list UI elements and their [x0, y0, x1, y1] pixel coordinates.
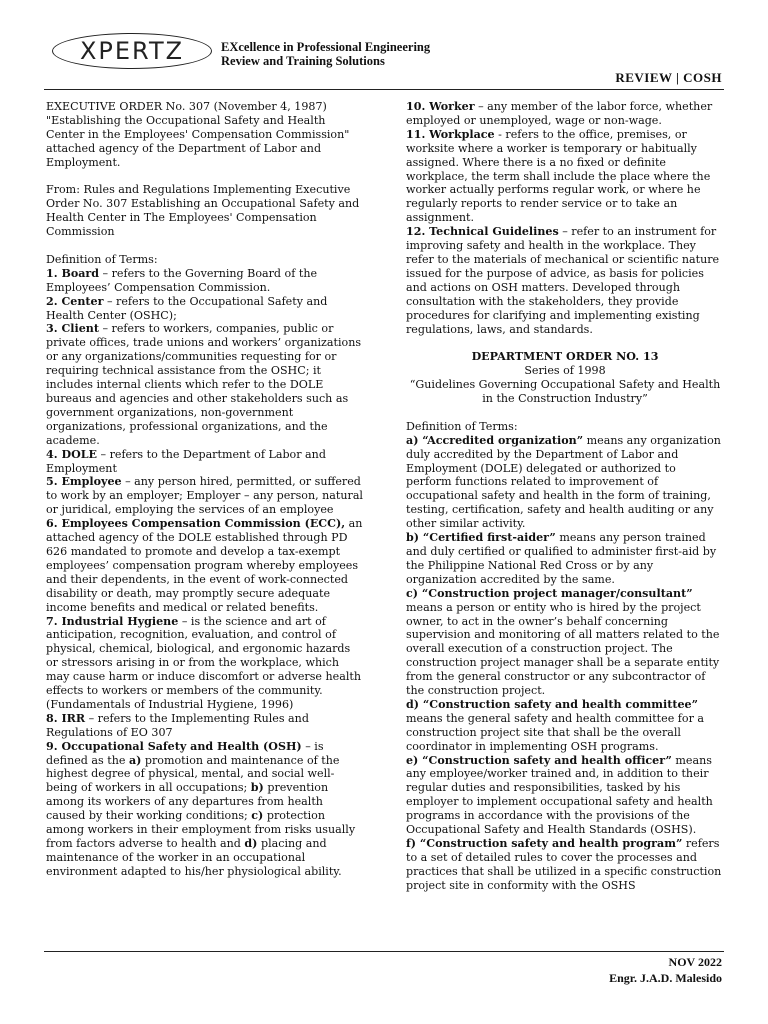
term-dole: 4. DOLE – refers to the Department of Labor and Employment: [46, 447, 326, 475]
term-workplace: 11. Workplace - refers to the office, premises, or worksite where a worker is temporary or habitually assigned. Where there is a no fixed or definite workplace, the term shall include the place where the worker actually performs regular work, or where he regularly reports to render service or to take an assignment.: [406, 127, 711, 225]
section-label: REVIEW | COSH: [615, 70, 722, 85]
page-header: [0, 0, 768, 95]
term-client: 3. Client – refers to workers, companies, public or private offices, trade unions and workers’ organizations or any organizations/communities requesting for or requiring technical assistance from the OSHC; it includes internal clients which refer to the DOLE bureaus and agencies and other stakeholders such as government organizations, non-government organizations, professional organizations, and the academe.: [46, 322, 362, 447]
left-column: [46, 100, 364, 879]
term-industrial-hygiene: 7. Industrial Hygiene – is the science and art of anticipation, recognition, evaluation, and control of physical, chemical, biological, and ergonomic hazards or stressors arising in or from the workplace, which may cause harm or induce discomfort or adverse health effects to workers or members of the community. (Fundamentals of Industrial Hygiene, 1996): [46, 614, 361, 711]
page-footer: [609, 954, 722, 986]
term-worker: 10. Worker – any member of the labor force, whether employed or unemployed, wage or non-wage.: [406, 100, 713, 127]
department-order-title: DEPARTMENT ORDER NO. 13: [471, 350, 659, 364]
right-column: [406, 100, 724, 893]
term-construction-project-manager: c) “Construction project manager/consultant” means a person or entity who is hired by the project owner, to act in the owner’s behalf concerning supervision and monitoring of all matters related to the overall execution of a construction project. The construction project manager shall be a separate entity from the general constructor or any subcontractor of the construction project.: [406, 586, 720, 698]
term-irr: 8. IRR – refers to the Implementing Rules and Regulations of EO 307: [46, 711, 309, 739]
term-board: 1. Board – refers to the Governing Board of the Employees’ Compensation Commission.: [46, 266, 318, 294]
tagline-line-1: EXcellence in Professional Engineering: [221, 40, 431, 54]
term-center: 2. Center – refers to the Occupational Safety and Health Center (OSHC);: [46, 294, 328, 322]
term-accredited-organization: a) “Accredited organization” means any organization duly accredited by the Department of Labor and Employment (DOLE) delegated or authorized to perform functions related to improvement of occupational safety and health in the form of training, testing, certification, safety and health auditing or any other similar activity.: [406, 433, 721, 531]
source-reference: From: Rules and Regulations Implementing Executive Order No. 307 Establishing an Occupational Safety and Health Center in The Employees' Compensation Commission: [46, 183, 360, 239]
term-certified-first-aider: b) “Certified first-aider” means any person trained and duly certified or qualified to administer first-aid by the Philippine National Red Cross or by any organization accredited by the same.: [406, 531, 717, 586]
logo-text: XPERTZ: [79, 37, 185, 65]
term-osh: 9. Occupational Safety and Health (OSH) – is defined as the a) promotion and maintenance of the highest degree of physical, mental, and social well-being of workers in all occupations; b) prevention among its workers of any departures from health caused by their working conditions; c) protection among workers in their employment from risks usually from factors adverse to health and d) placing and maintenance of the worker in an occupational environment adapted to his/her physiological ability.: [46, 739, 356, 878]
department-order-subtitle: “Guidelines Governing Occupational Safety and Health in the Construction Industry”: [409, 378, 721, 406]
department-order-series: Series of 1998: [524, 364, 606, 378]
tagline-line-2: Review and Training Solutions: [221, 54, 385, 68]
footer-divider: [44, 951, 724, 952]
term-safety-health-officer: e) “Construction safety and health officer” means any employee/worker trained and, in addition to their regular duties and responsibilities, tasked by his employer to implement occupational safety and health programs in accordance with the provisions of the Occupational Safety and Health Standards (OSHS).: [406, 753, 713, 837]
definition-heading-2: Definition of Terms:: [406, 419, 518, 433]
tagline: [221, 40, 430, 68]
term-safety-health-committee: d) “Construction safety and health committee” means the general safety and health committee for a construction project site that shall be the overall coordinator in implementing OSH programs.: [406, 697, 705, 753]
term-ecc: 6. Employees Compensation Commission (ECC), an attached agency of the DOLE established through PD 626 mandated to promote and develop a tax-exempt employees’ compensation program whereby employees and their dependents, in the event of work-connected disability or death, may promptly secure adequate income benefits and medical or related benefits.: [46, 517, 363, 614]
definition-heading: Definition of Terms:: [46, 252, 158, 266]
xpertz-logo: [52, 33, 212, 69]
footer-author: Engr. J.A.D. Malesido: [609, 971, 722, 985]
term-safety-health-program: f) “Construction safety and health program” refers to a set of detailed rules to cover the processes and practices that shall be utilized in a specific construction project site in conformity with the OSHS: [406, 837, 722, 892]
term-employee: 5. Employee – any person hired, permitted, or suffered to work by an employer; Employer – any person, natural or juridical, employing the services of an employee: [46, 475, 363, 517]
header-divider: [44, 89, 724, 90]
term-technical-guidelines: 12. Technical Guidelines – refer to an instrument for improving safety and health in the workplace. They refer to the materials of mechanical or scientific nature issued for the purpose of advice, as basis for policies and actions on OSH matters. Developed through consultation with the stakeholders, they provide procedures for clarifying and implementing existing regulations, laws, and standards.: [406, 225, 720, 336]
executive-order-title: EXECUTIVE ORDER No. 307 (November 4, 1987) "Establishing the Occupational Safety and Health Center in the Employees' Compensation Commission" attached agency of the Department of Labor and Employment.: [46, 100, 350, 169]
footer-date: NOV 2022: [668, 955, 722, 969]
